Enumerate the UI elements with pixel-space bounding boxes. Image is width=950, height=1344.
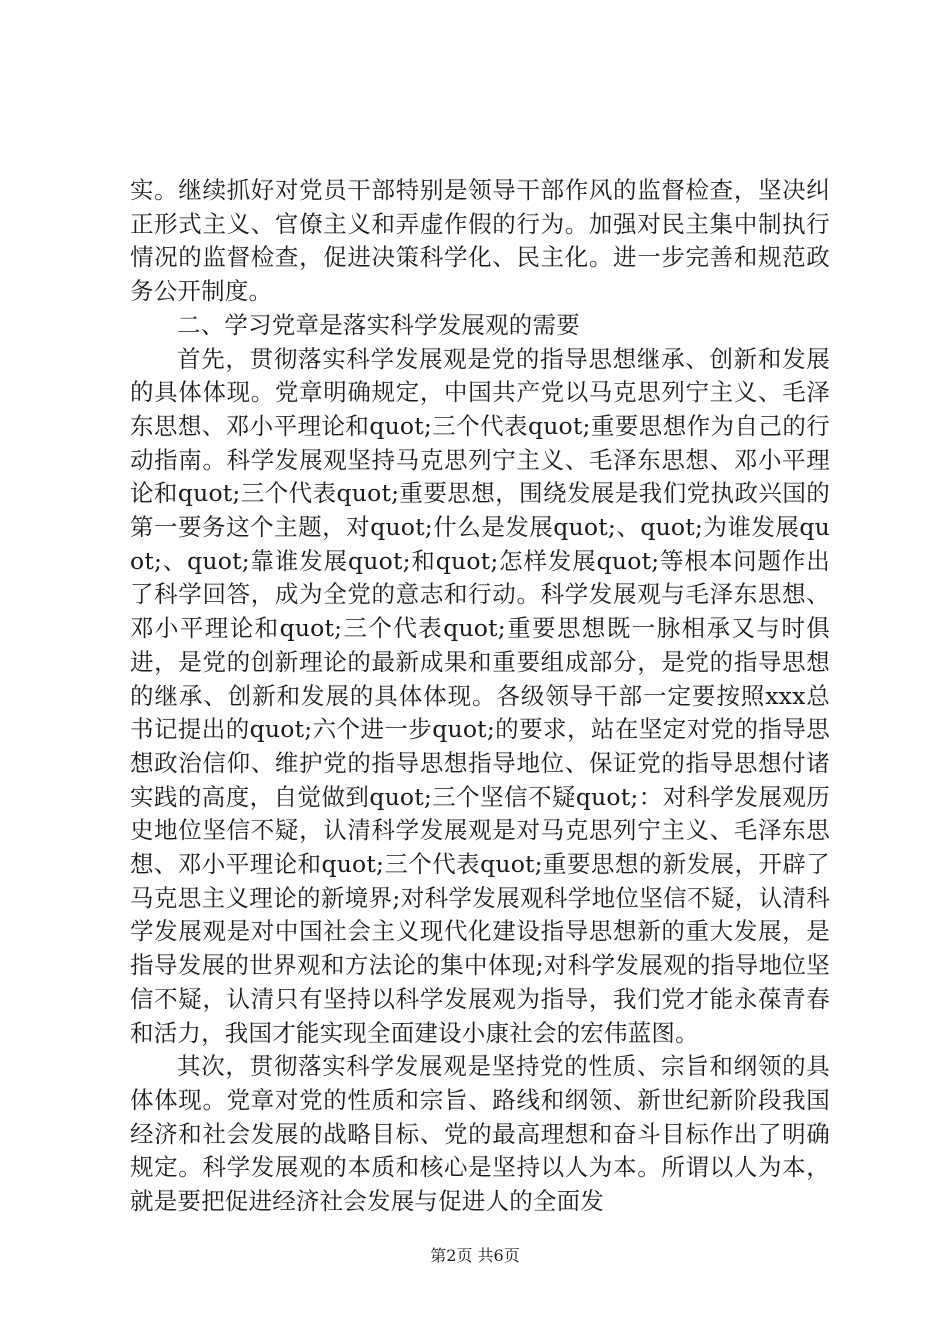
page-footer	[0, 1246, 950, 1266]
document-body	[130, 174, 830, 1219]
section-heading: 二、学习党章是落实科学发展观的需要	[177, 310, 580, 339]
paragraph-continuation: 实。继续抓好对党员干部特别是领导干部作风的监督检查，坚决纠正形式主义、官僚主义和弄虚作假的行为。加强对民主集中制执行情况的监督检查，促进决策科学化、民主化。进一步完善和规范政务公开制度。	[130, 176, 830, 306]
paragraph-first: 首先，贯彻落实科学发展观是党的指导思想继承、创新和发展的具体体现。党章明确规定，中国共产党以马克思列宁主义、毛泽东思想、邓小平理论和quot;三个代表quot;重要思想作为自己的行动指南。科学发展观坚持马克思列宁主义、毛泽东思想、邓小平理论和quot;三个代表quot;重要思想，围绕发展是我们党执政兴国的第一要务这个主题，对quot;什么是发展quot;、quot;为谁发展quot;、quot;靠谁发展quot;和quot;怎样发展quot;等根本问题作出了科学回答，成为全党的意志和行动。科学发展观与毛泽东思想、邓小平理论和quot;三个代表quot;重要思想既一脉相承又与时俱进，是党的创新理论的最新成果和重要组成部分，是党的指导思想的继承、创新和发展的具体体现。各级领导干部一定要按照xxx总书记提出的quot;六个进一步quot;的要求，站在坚定对党的指导思想政治信仰、维护党的指导思想指导地位、保证党的指导思想付诸实践的高度，自觉做到quot;三个坚信不疑quot;：对科学发展观历史地位坚信不疑，认清科学发展观是对马克思列宁主义、毛泽东思想、邓小平理论和quot;三个代表quot;重要思想的新发展，开辟了马克思主义理论的新境界;对科学发展观科学地位坚信不疑，认清科学发展观是对中国社会主义现代化建设指导思想新的重大发展，是指导发展的世界观和方法论的集中体现;对科学发展观的指导地位坚信不疑，认清只有坚持以科学发展观为指导，我们党才能永葆青春和活力，我国才能实现全面建设小康社会的宏伟蓝图。	[130, 344, 830, 1047]
page-number-label: 第2页 共6页	[430, 1246, 520, 1265]
paragraph-second: 其次，贯彻落实科学发展观是坚持党的性质、宗旨和纲领的具体体现。党章对党的性质和宗旨、路线和纲领、新世纪新阶段我国经济和社会发展的战略目标、党的最高理想和奋斗目标作出了明确规定。科学发展观的本质和核心是坚持以人为本。所谓以人为本，就是要把促进经济社会发展与促进人的全面发	[130, 1052, 830, 1216]
